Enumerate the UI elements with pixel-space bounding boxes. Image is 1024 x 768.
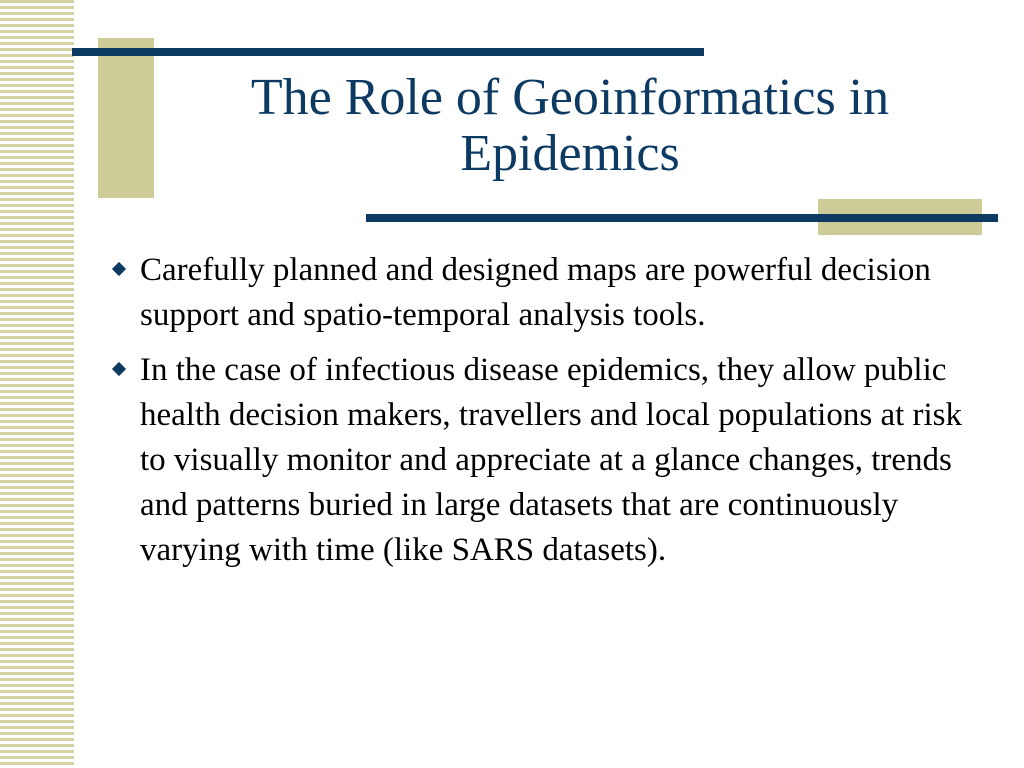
decorative-stripes — [0, 0, 74, 768]
diamond-bullet-icon — [112, 362, 126, 376]
decorative-line-top — [72, 48, 704, 56]
bullet-text: In the case of infectious disease epidemics, they allow public health decision makers, travellers and local populations at risk to visually monitor and appreciate at a glance changes, trends and patterns buried in large datasets that are continuously varying with time (like SARS datasets). — [140, 352, 963, 568]
bullet-item — [106, 348, 986, 573]
decorative-block-left — [98, 38, 154, 198]
bullet-text: Carefully planned and designed maps are powerful decision support and spatio-temporal analysis tools. — [140, 252, 931, 333]
bullet-list — [106, 248, 986, 583]
slide-title: The Role of Geoinformatics in Epidemics — [250, 69, 890, 182]
decorative-line-bottom — [366, 214, 998, 222]
bullet-item — [106, 248, 986, 338]
diamond-bullet-icon — [112, 262, 126, 276]
